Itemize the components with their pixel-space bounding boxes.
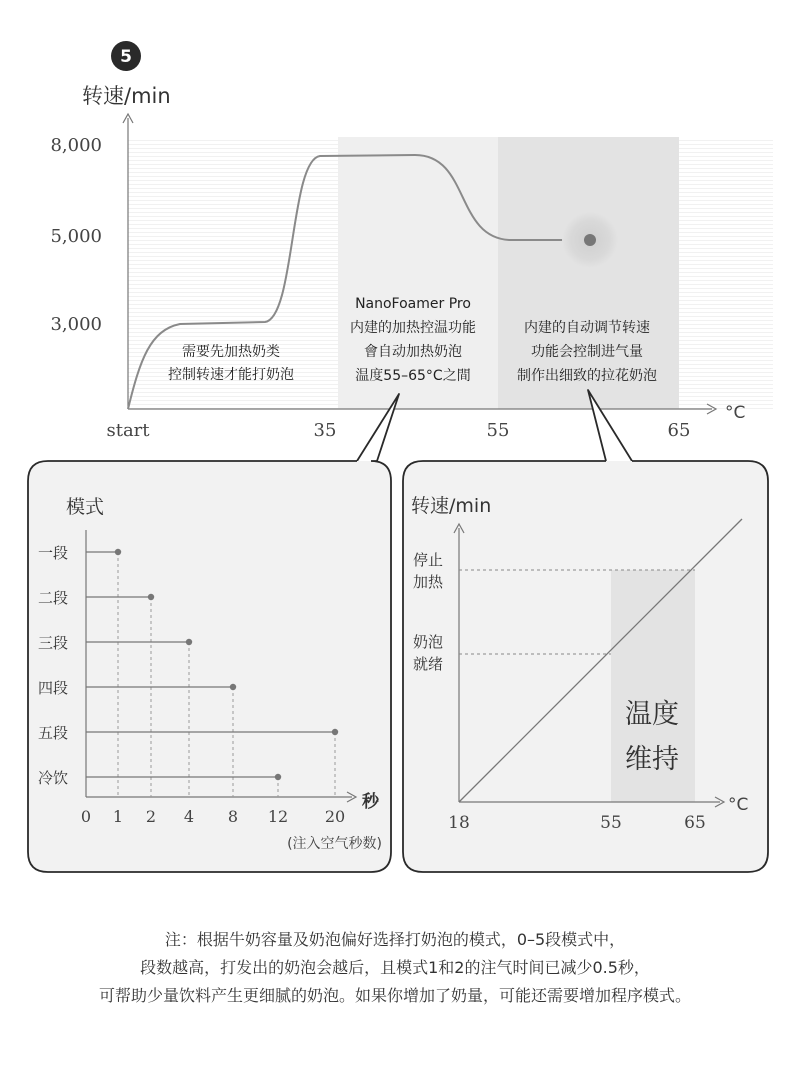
modes-panel [28,461,391,872]
temp-y-title: 转速/min [411,495,492,517]
x-tick-35: 35 [313,420,337,441]
temperature-panel [403,461,768,872]
note-mid-line1: NanoFoamer Pro [355,296,471,312]
target-point [584,234,596,246]
maintain-label-line2: 维持 [625,744,679,775]
note-right-line1: 内建的自动调节转速 [524,320,650,336]
mode-point [186,639,192,645]
stop-heating-label-line1: 停止 [413,551,444,569]
note-mid-line3: 會自动加热奶泡 [364,344,462,360]
foam-ready-label-line2: 就绪 [413,655,444,673]
modes-x-tick-4: 4 [183,807,195,826]
modes-x-tick-20: 20 [324,807,346,826]
mode-label: 冷饮 [38,769,69,787]
main-chart [50,41,773,441]
y-tick-5000: 5,000 [50,226,102,247]
y-axis-title: 转速/min [82,84,171,108]
modes-x-tick-8: 8 [227,807,239,826]
modes-x-tick-0: 0 [80,807,92,826]
temp-x-tick-55: 55 [600,813,622,833]
y-tick-3000: 3,000 [50,314,102,335]
mode-point [332,729,338,735]
temp-x-tick-18: 18 [448,813,470,833]
x-tick-start: start [106,420,150,441]
x-tick-55: 55 [486,420,510,441]
mode-point [230,684,236,690]
foam-ready-label-line1: 奶泡 [413,633,444,651]
mode-label: 四段 [38,679,69,697]
note-right-line3: 制作出细致的拉花奶泡 [517,368,657,384]
note-right-line2: 功能会控制进气量 [531,344,643,360]
mode-label: 一段 [38,544,69,562]
maintain-label-line1: 温度 [625,699,679,730]
mode-label: 二段 [38,589,69,607]
x-unit: °C [725,403,746,423]
note-left-line2: 控制转速才能打奶泡 [168,367,294,383]
footer-line3: 可帮助少量饮料产生更细腻的奶泡。如果你增加了奶量，可能还需要增加程序模式。 [98,986,692,1005]
footer-line2: 段数越高，打发出的奶泡会越后，且模式1和2的注气时间已减少0.5秒， [140,958,650,977]
mode-label: 三段 [38,634,69,652]
modes-title: 模式 [66,496,105,518]
modes-x-label: 秒 [362,792,379,812]
y-tick-8000: 8,000 [50,135,102,156]
mode-label: 五段 [38,724,69,742]
x-tick-65: 65 [667,420,691,441]
modes-x-tick-12: 12 [267,807,289,826]
modes-x-tick-1: 1 [112,807,124,826]
note-mid-line2: 内建的加热控温功能 [350,320,476,336]
mode-point [275,774,281,780]
stop-heating-label-line2: 加热 [413,573,444,591]
temp-x-unit: °C [728,795,749,815]
step-badge-number: 5 [120,47,132,67]
note-left-line1: 需要先加热奶类 [182,344,280,360]
modes-x-note: (注入空气秒数) [287,836,382,852]
mode-point [148,594,154,600]
temperature-panel-frame [403,461,768,872]
mode-point [115,549,121,555]
modes-x-tick-2: 2 [145,807,157,826]
note-mid-line4: 温度55–65°C之間 [355,368,471,384]
footer-line1: 注：根据牛奶容量及奶泡偏好选择打奶泡的模式，0–5段模式中， [164,930,626,949]
temp-x-tick-65: 65 [684,813,706,833]
